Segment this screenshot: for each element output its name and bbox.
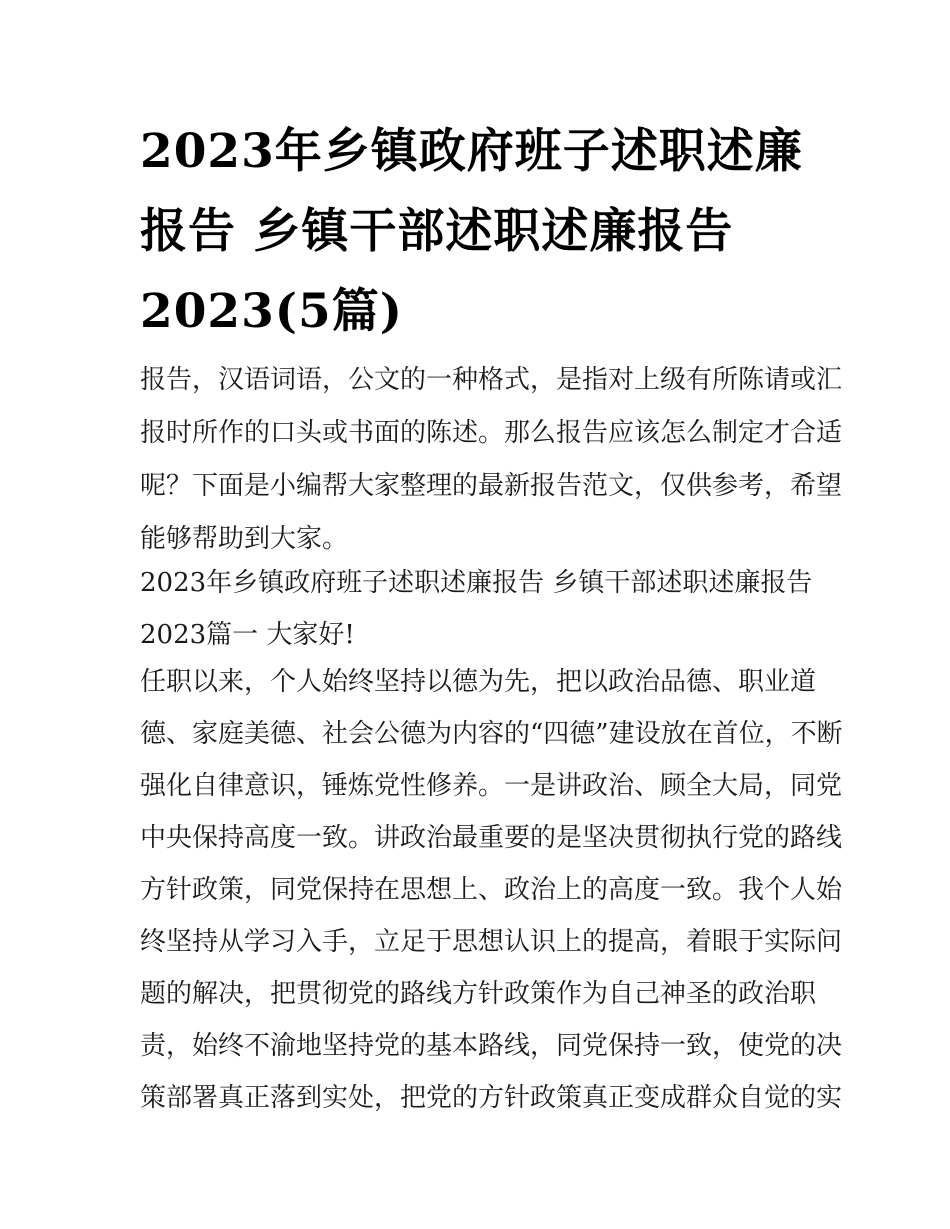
intro-line: 呢？下面是小编帮大家整理的最新报告范文，仅供参考，希望 (140, 471, 843, 501)
body-line: 任职以来，个人始终坚持以德为先，把以政治品德、职业道 (140, 667, 817, 697)
intro-line: 报告，汉语词语，公文的一种格式，是指对上级有所陈请或汇 (140, 365, 843, 395)
body-line: 中央保持高度一致。讲政治最重要的是坚决贯彻执行党的路线 (140, 823, 843, 853)
body-paragraph (140, 656, 843, 1124)
title-line: 2023年乡镇政府班子述职述廉 (140, 124, 803, 179)
title-line: 2023(5篇) (140, 284, 403, 339)
section-heading-line: 2023篇一 大家好! (140, 620, 355, 650)
body-line: 方针政策，同党保持在思想上、政治上的高度一致。我个人始 (140, 875, 843, 905)
body-line: 终坚持从学习入手，立足于思想认识上的提高，着眼于实际问 (140, 927, 843, 957)
section-heading (140, 557, 820, 661)
body-line: 德、家庭美德、社会公德为内容的“四德”建设放在首位，不断 (140, 719, 843, 749)
intro-paragraph (140, 354, 843, 566)
body-line: 策部署真正落到实处，把党的方针政策真正变成群众自觉的实 (140, 1083, 843, 1113)
document-title (140, 112, 820, 352)
intro-line: 能够帮助到大家。 (140, 524, 349, 554)
body-line: 责，始终不渝地坚持党的基本路线，同党保持一致，使党的决 (140, 1031, 843, 1061)
body-line: 题的解决，把贯彻党的路线方针政策作为自己神圣的政治职 (140, 979, 817, 1009)
section-heading-line: 2023年乡镇政府班子述职述廉报告 乡镇干部述职述廉报告 (140, 568, 813, 598)
intro-line: 报时所作的口头或书面的陈述。那么报告应该怎么制定才合适 (140, 418, 843, 448)
body-line: 强化自律意识，锤炼党性修养。一是讲政治、顾全大局，同党 (140, 771, 843, 801)
title-line: 报告 乡镇干部述职述廉报告 (140, 204, 734, 259)
